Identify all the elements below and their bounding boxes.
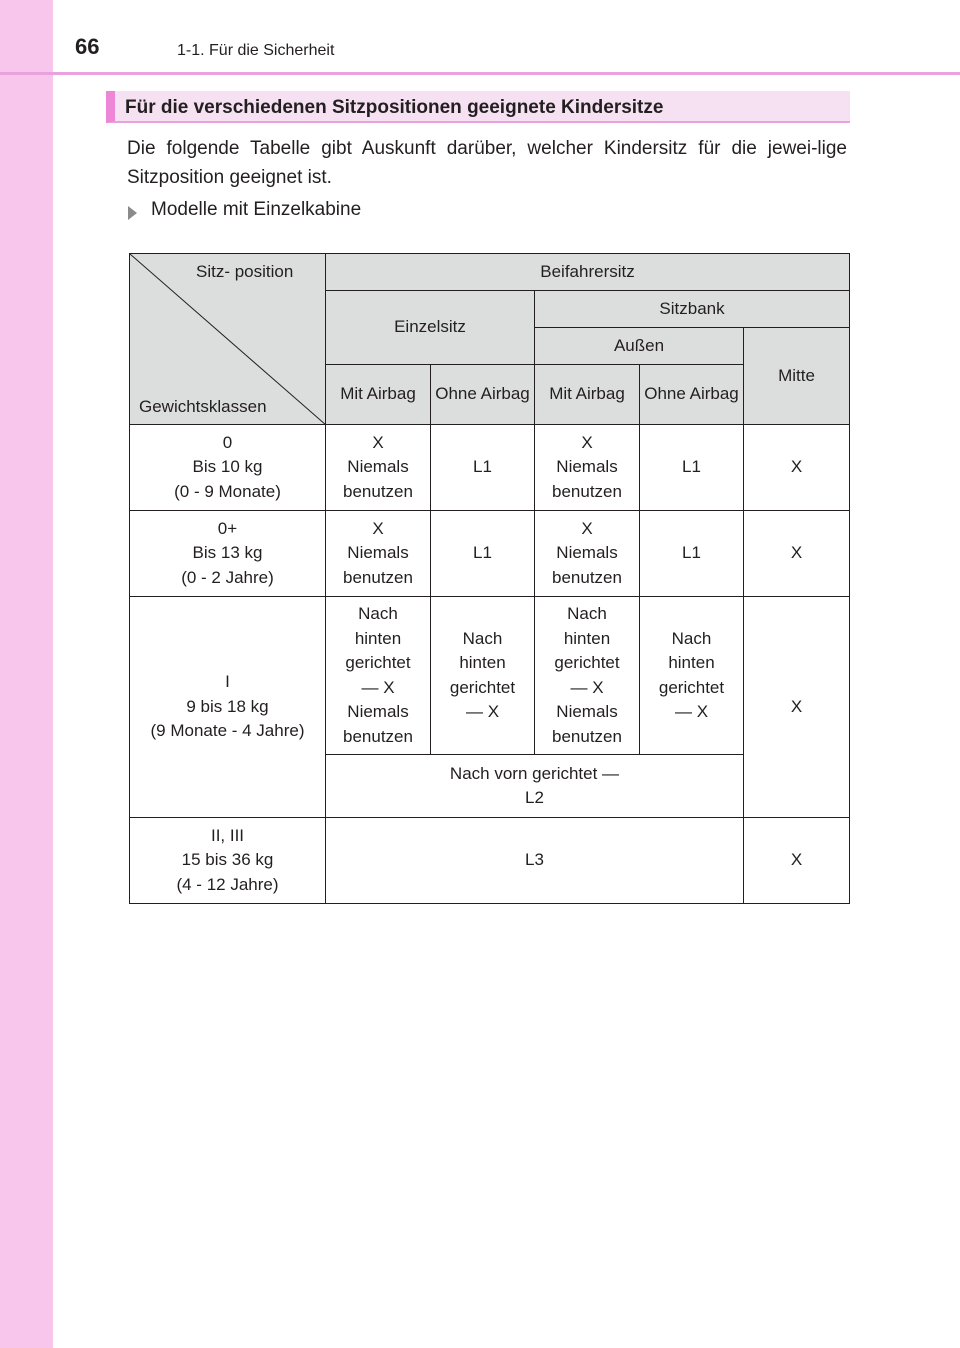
header-ohne-airbag: Ohne Airbag — [640, 365, 744, 425]
table-cell: L1 — [640, 425, 744, 511]
table-cell: X Niemals benutzen — [535, 511, 640, 597]
table-row — [130, 597, 850, 755]
header-mit-airbag: Mit Airbag — [535, 365, 640, 425]
table-cell: X Niemals benutzen — [326, 425, 431, 511]
table-row — [130, 818, 850, 904]
corner-weight-class-label: Gewichtsklassen — [139, 397, 267, 416]
bullet-label: Modelle mit Einzelkabine — [151, 199, 362, 220]
table-cell: X — [744, 511, 850, 597]
table-cell: X Niemals benutzen — [326, 511, 431, 597]
intro-paragraph: Die folgende Tabelle gibt Auskunft darüber, welcher Kindersitz für die jewei-lige Sitzposition geeignet ist. — [127, 138, 847, 188]
weight-class-cell: I 9 bis 18 kg (9 Monate - 4 Jahre) — [130, 597, 326, 818]
table-cell: X — [744, 818, 850, 904]
table-cell: X — [744, 597, 850, 818]
table-cell: Nach hinten gerichtet — X Niemals benutzen — [326, 597, 431, 755]
table-cell: L1 — [431, 511, 535, 597]
table-cell: X Niemals benutzen — [535, 425, 640, 511]
section-title: Für die verschiedenen Sitzpositionen geeignete Kindersitze — [125, 97, 664, 118]
header-mit-airbag: Mit Airbag — [326, 365, 431, 425]
table-row — [130, 425, 850, 511]
table-row — [130, 511, 850, 597]
page-margin-band — [0, 0, 53, 1348]
header-ohne-airbag: Ohne Airbag — [431, 365, 535, 425]
corner-header-cell — [130, 254, 326, 425]
forward-facing-cell: Nach vorn gerichtet — L2 — [326, 755, 744, 818]
table-cell: Nach hinten gerichtet — X — [431, 597, 535, 755]
corner-seat-position-label: Sitz- position — [196, 262, 294, 281]
weight-class-cell: 0 Bis 10 kg (0 - 9 Monate) — [130, 425, 326, 511]
page-number: 66 — [75, 34, 100, 59]
breadcrumb: 1-1. Für die Sicherheit — [177, 42, 335, 59]
header-sitzbank: Sitzbank — [535, 291, 850, 328]
header-beifahrersitz: Beifahrersitz — [326, 254, 850, 291]
triangle-bullet-icon — [128, 206, 137, 220]
table-cell: X — [744, 425, 850, 511]
weight-class-cell: II, III 15 bis 36 kg (4 - 12 Jahre) — [130, 818, 326, 904]
table-cell: Nach hinten gerichtet — X — [640, 597, 744, 755]
table-cell: L1 — [640, 511, 744, 597]
header-mitte: Mitte — [744, 328, 850, 425]
header-rule — [0, 72, 960, 75]
header-einzelsitz: Einzelsitz — [326, 291, 535, 365]
header-aussen: Außen — [535, 328, 744, 365]
table-cell: L1 — [431, 425, 535, 511]
table-cell: Nach hinten gerichtet — X Niemals benutzen — [535, 597, 640, 755]
child-seat-table — [129, 253, 850, 904]
weight-class-cell: 0+ Bis 13 kg (0 - 2 Jahre) — [130, 511, 326, 597]
table-cell: L3 — [326, 818, 744, 904]
